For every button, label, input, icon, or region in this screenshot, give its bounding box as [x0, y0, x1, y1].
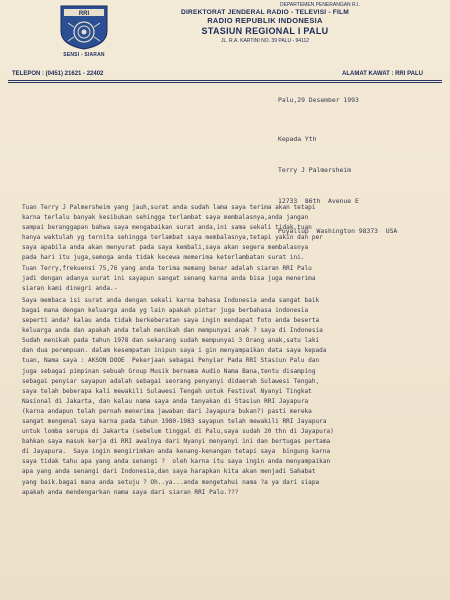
- body-line: Sudah menikah pada tahun 1978 dan sekarang sudah mempunyai 3 Orang anak,satu laki: [22, 337, 320, 345]
- logo-caption: SENSI - SIARAN: [63, 52, 105, 58]
- rri-logo: [58, 3, 110, 51]
- body-line: jadi dengan adanya surat ini sayapun sangat senang karna anda bisa juga menerima: [22, 274, 316, 282]
- body-line: juga sebagai pimpinan sebuah Group Musik bernama Audio Nama Bana,tentu disamping: [22, 367, 316, 375]
- body-line: sangat mengenal saya karna pada tahun 1980-1983 sayapun telah mewakili RRI Jayapura: [22, 417, 327, 425]
- body-line: saya telah beberapa kali mewakili Sulawesi Tengah untuk Festival Nyanyi Tingkat: [22, 387, 312, 395]
- telegram-address: ALAMAT KAWAT : RRI PALU: [342, 71, 423, 77]
- body-line: di Jayapura. Saya ingin mengirimkan anda kenang-kenangan tetapi saya bingung karna: [22, 448, 331, 456]
- body-line: untuk lomba serupa di Jakarta (sebelum tinggal di Palu,saya sudah 20 thn di Jayapura): [22, 428, 334, 436]
- body-line: sebagai penyiar sayapun adalah sebagai seorang penyanyi didaerah Sulawesi Tengah,: [22, 377, 320, 385]
- recipient-city: Puyallup Washington 98373 USA: [278, 227, 398, 236]
- letter-body: [22, 203, 442, 498]
- letterhead-rule-thin: [8, 82, 442, 83]
- salutation: Kepada Yth: [278, 135, 317, 144]
- body-line: pada hari itu juga,semoga anda tidak kecewa memerima keterlambatan surat ini.: [22, 254, 305, 262]
- network-name: RADIO REPUBLIK INDONESIA: [207, 16, 323, 25]
- body-line: Tuan Terry J Palmersheim yang jauh,surat anda sudah lama saya terima akan tetapi: [22, 204, 316, 211]
- body-line: saya apabila anda akan menyurat pada saya kembali,saya akan segera membalasnya: [22, 244, 309, 252]
- station-name: STASIUN REGIONAL I PALU: [201, 26, 329, 36]
- body-line: sampai beranggapan bahwa saya mengabaikan surat anda,ini sama sekali tidak tuan: [22, 224, 312, 232]
- letter-date: Palu,29 Desember 1993: [278, 96, 359, 104]
- body-line: hanya waktulah yg ternita sehingga terlambat saya membalasnya,tetapi yakin dan per: [22, 234, 323, 242]
- body-line: (karna andapun telah pernah menerima jawaban dari Jayapura bukan?) pasti mereka: [22, 407, 312, 415]
- body-line: Nasional di Jakarta, dan kalau nama saya anda tanyakan di Stasiun RRI Jayapura: [22, 397, 309, 405]
- recipient-name: Terry J Palmersheim: [278, 166, 352, 175]
- directorate-name: DIREKTORAT JENDERAL RADIO - TELEVISI - FILM: [181, 9, 349, 16]
- letterhead-block: [120, 2, 410, 44]
- logo-lettering: RRI: [78, 11, 90, 17]
- body-line: karna terlalu banyak kesibukan sehingga terlambat saya membalasnya,anda jangan: [22, 214, 309, 222]
- station-address: JL. R.A. KARTINI NO. 39 PALU - 94112: [220, 38, 310, 44]
- body-line: keluarga anda dan apakah anda telah menikah dan mempunyai anak ? saya di Indonesia: [22, 327, 323, 335]
- department-name: DEPARTEMEN PENERANGAN R.I.: [280, 2, 360, 8]
- body-line: Saya membaca isi surat anda dengan sekali karna bahasa Indonesia anda sangat baik: [22, 296, 320, 304]
- recipient-street: 12733 86th Avenue E: [278, 196, 359, 205]
- body-line: Tuan Terry,frekuensi 75,76 yang anda terima memang benar adalah siaran RRI Palu: [22, 264, 312, 272]
- body-line: bagai mana dengan keluarga anda yg lain apakah pintar juga berbahasa indonesia: [22, 306, 309, 314]
- body-line: apakah anda mendengarkan nama saya dari siaran RRI Palu.???: [22, 488, 239, 496]
- letterhead-rule: [8, 80, 442, 81]
- body-line: saya tidak tahu apa yang anda senangi ? oleh karna itu saya ingin anda menyampaikan: [22, 458, 331, 466]
- body-line: apa yang anda senangi dari Indonesia,dan saya harapkan kita akan menjadi Sahabat: [22, 468, 316, 476]
- rri-emblem-icon: [58, 3, 110, 51]
- body-line: seperti anda? kalau anda tidak berkeberatan saya ingin mendapat foto anda beserta: [22, 317, 320, 325]
- body-line: siaran kami dinegri anda.-: [22, 284, 118, 292]
- body-line: tuan, Nama saya : AKSON DOOE Pekerjaan sebagai Penyiar Pada RRI Stasiun Palu dan: [22, 357, 320, 365]
- body-line: yang baik.bagai mana anda setuju ? Oh..ya...anda mengetahui nama ?a ya dari siapa: [22, 478, 320, 486]
- telephone-numbers: TELEPON : (0451) 21621 - 22402: [12, 71, 104, 77]
- body-line: bahkan saya masuk kerja di RRI awalnya dari Nyanyi menyanyi ini dan bertugas pertama: [22, 438, 331, 446]
- body-line: dan dua perempuan. dalam kesempatan inipun saya i gin menyampaikan data saya kepada: [22, 347, 327, 355]
